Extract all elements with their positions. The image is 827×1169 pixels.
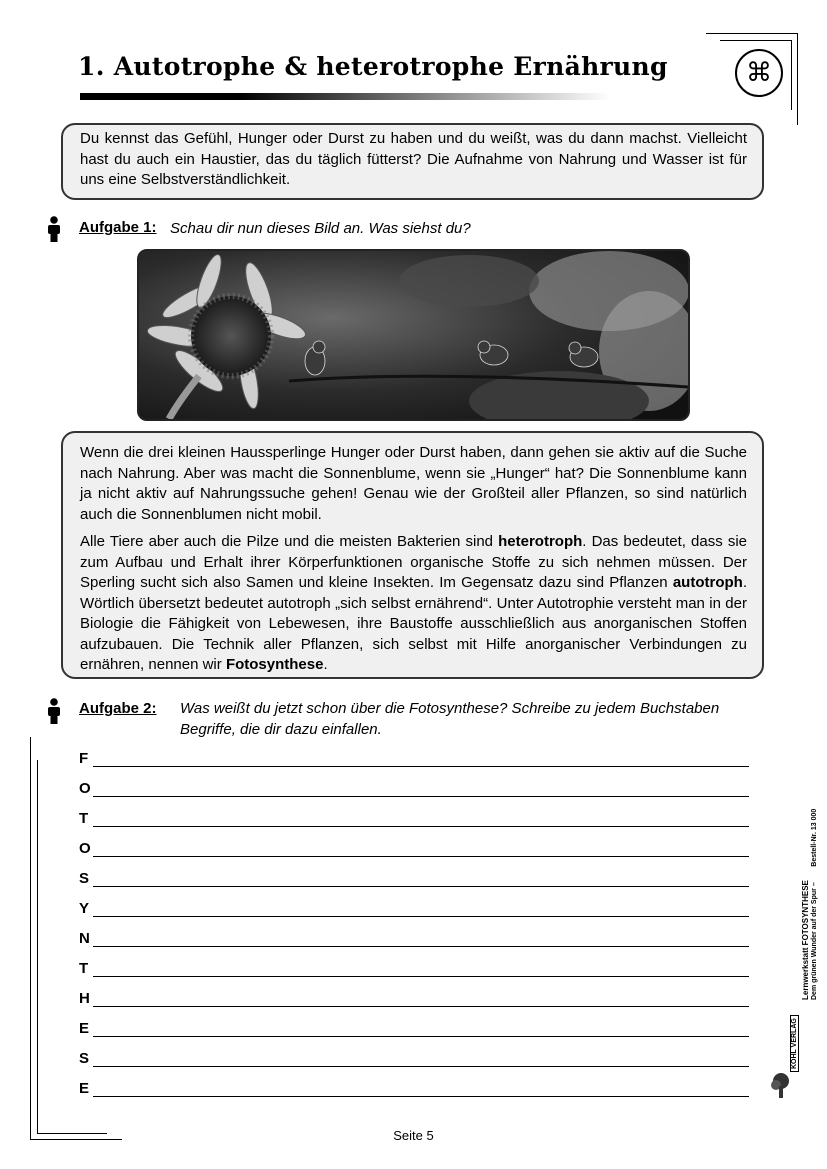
term-heterotroph: heterotroph bbox=[498, 533, 583, 550]
publisher-info bbox=[801, 809, 819, 1000]
acrostic-row[interactable] bbox=[79, 925, 749, 947]
info-paragraph-1: Wenn die drei kleinen Haussperlinge Hunger oder Durst haben, dann gehen sie aktiv auf die Suche nach Nahrung. Aber was macht die Sonnenblume, wenn sie „Hunger“ hat? Die Sonnenblume kann ja nicht aktiv auf Nahrungssuche gehen! Genau wie der Großteil aller Pflanzen, so sind natürlich auch die Sonnenblumen nicht mobil. bbox=[80, 444, 747, 523]
photo-illustration bbox=[139, 251, 688, 419]
series-subtitle: Dem grünen Wunder auf der Spur – Bestell-Nr. 13 000 bbox=[811, 808, 818, 1000]
task1-label: Aufgabe 1: bbox=[79, 219, 157, 236]
acrostic-row[interactable] bbox=[79, 865, 749, 887]
term-fotosynthese: Fotosynthese bbox=[225, 656, 324, 673]
acrostic-row[interactable] bbox=[79, 1045, 749, 1067]
frame-top-right-v1 bbox=[797, 33, 798, 125]
intro-text: Du kennst das Gefühl, Hunger oder Durst zu haben und du weißt, was du dann machst. Vielleicht hast du auch ein Haustier, das du täglich fütterst? Die Aufnahme von Nahrung und Wasser ist für uns eine Selbstverständlichkeit. bbox=[80, 130, 747, 188]
command-icon: ⌘ bbox=[735, 49, 783, 97]
writing-line[interactable] bbox=[93, 886, 749, 887]
acrostic-letter: O bbox=[79, 840, 91, 857]
sunflower-sparrows-photo bbox=[137, 249, 690, 421]
task1-text: Schau dir nun dieses Bild an. Was siehst du? bbox=[170, 220, 471, 237]
writing-line[interactable] bbox=[93, 796, 749, 797]
acrostic-letter: S bbox=[79, 1050, 90, 1067]
writing-line[interactable] bbox=[93, 1096, 749, 1097]
acrostic-letter: N bbox=[79, 930, 90, 947]
acrostic-row[interactable] bbox=[79, 955, 749, 977]
frame-bottom-left-v1 bbox=[30, 737, 31, 1140]
info-box bbox=[61, 431, 764, 679]
page-title: 1. Autotrophe & heterotrophe Ernährung bbox=[78, 52, 668, 81]
acrostic-letter: S bbox=[79, 870, 90, 887]
writing-line[interactable] bbox=[93, 1066, 749, 1067]
frame-bottom-left-v2 bbox=[37, 760, 38, 1133]
person-icon bbox=[47, 216, 61, 242]
acrostic-letter: T bbox=[79, 810, 89, 827]
writing-line[interactable] bbox=[93, 946, 749, 947]
writing-line[interactable] bbox=[93, 766, 749, 767]
tree-logo-icon bbox=[770, 1072, 792, 1100]
frame-top-right-v2 bbox=[791, 40, 792, 110]
frame-top-right-h1 bbox=[706, 33, 798, 34]
info-paragraph-2: Alle Tiere aber auch die Pilze und die meisten Bakterien sind heterotroph. Das bedeutet, dass sie zum Aufbau und Erhalt ihrer Körperfunktionen organische Stoffe zu sich nehmen müssen. Der Sperling sucht sich also Samen und kleine Insekten. Im Gegensatz dazu sind Pflanzen autotroph. Wörtlich übersetzt bedeutet autotroph „sich selbst ernährend“. Unter Autotrophie versteht man in der Biologie die Fähigkeit von Lebewesen, ihre Baustoffe ausschließlich aus anorganischen Stoffen aufzubauen. Die Technik aller Pflanzen, sich selbst mit Hilfe anorganischer Verbindungen zu ernähren, nennen wir Fotosynthese. bbox=[80, 533, 747, 673]
writing-line[interactable] bbox=[93, 976, 749, 977]
acrostic-row[interactable] bbox=[79, 805, 749, 827]
acrostic-row[interactable] bbox=[79, 895, 749, 917]
task2-text: Was weißt du jetzt schon über die Fotosynthese? Schreibe zu jedem Buchstaben Begriffe, die dir dazu einfallen. bbox=[180, 700, 720, 738]
term-autotroph: autotroph bbox=[672, 574, 743, 591]
acrostic-row[interactable] bbox=[79, 835, 749, 857]
acrostic-letter: E bbox=[79, 1080, 90, 1097]
intro-box bbox=[61, 123, 764, 200]
frame-top-right-h2 bbox=[720, 40, 792, 41]
writing-line[interactable] bbox=[93, 1006, 749, 1007]
publisher-logo: KOHL VERLAG bbox=[790, 1015, 799, 1072]
acrostic-letter: E bbox=[79, 1020, 90, 1037]
acrostic-letter: O bbox=[79, 780, 91, 797]
acrostic-row[interactable] bbox=[79, 745, 749, 767]
writing-line[interactable] bbox=[93, 916, 749, 917]
series-title: Lernwerkstatt FOTOSYNTHESE bbox=[801, 880, 810, 1000]
acrostic-row[interactable] bbox=[79, 985, 749, 1007]
writing-line[interactable] bbox=[93, 826, 749, 827]
acrostic-row[interactable] bbox=[79, 1015, 749, 1037]
acrostic-letter: T bbox=[79, 960, 89, 977]
writing-line[interactable] bbox=[93, 1036, 749, 1037]
person-icon bbox=[47, 698, 61, 724]
page-number: Seite 5 bbox=[393, 1128, 434, 1143]
acrostic-letter: Y bbox=[79, 900, 90, 917]
acrostic-letter: H bbox=[79, 990, 90, 1007]
acrostic-row[interactable] bbox=[79, 775, 749, 797]
acrostic-letter: F bbox=[79, 750, 89, 767]
acrostic-row[interactable] bbox=[79, 1075, 749, 1097]
title-underline bbox=[80, 93, 610, 100]
writing-line[interactable] bbox=[93, 856, 749, 857]
task2-label: Aufgabe 2: bbox=[79, 700, 157, 717]
